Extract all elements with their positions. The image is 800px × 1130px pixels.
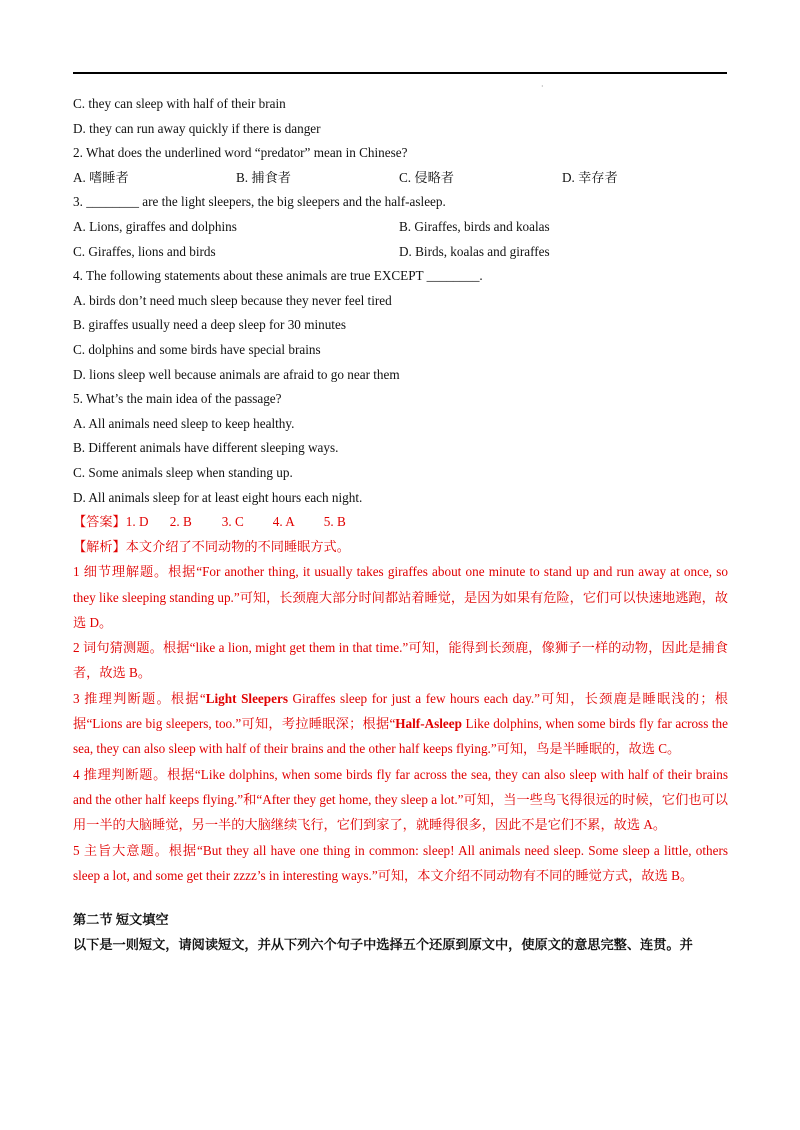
answer-4: 4. A [272,514,295,530]
page-content [73,92,728,957]
q3-option-b: B. Giraffes, birds and koalas [399,218,550,234]
q5-option-a: A. All animals need sleep to keep healthy. [73,415,295,431]
analysis-3-text-b: Giraffes sleep for just a few hours each day.”可知，长颈鹿是睡眠浅的；根据“Lions are big sleepers, too.”可知，考拉睡眠深；根据“ [73,690,728,732]
q3-option-d: D. Birds, koalas and giraffes [399,243,550,259]
question-2: 2. What does the underlined word “predator” mean in Chinese? [73,145,408,161]
analysis-paragraph-2: 2 词句猜测题。根据“like a lion, might get them in that time.”可知，能得到长颈鹿，像狮子一样的动物，因此是捕食者，故选 B。 [73,640,728,681]
analysis-3-text-a: 3 推理判断题。根据“ [73,690,206,706]
q1-option-d: D. they can run away quickly if there is danger [73,120,321,136]
q4-option-c: C. dolphins and some birds have special brains [73,341,321,357]
q3-option-a: A. Lions, giraffes and dolphins [73,218,237,234]
analysis-3-text-c: Like dolphins, when some birds fly far across the sea, they can also sleep with half of their brains and the other half keeps flying.”可知，鸟是半睡眠的，故选 C。 [73,716,728,757]
analysis-3-heading-half-asleep: Half-Asleep [395,716,462,732]
q4-option-d: D. lions sleep well because animals are afraid to go near them [73,366,400,382]
q3-option-c: C. Giraffes, lions and birds [73,243,216,259]
q3-options-row-1 [73,215,728,240]
answer-3: 3. C [221,514,244,530]
analysis-paragraph-4: 4 推理判断题。根据“Like dolphins, when some birds fly far across the sea, they can also sleep with half of their brains and the other half keeps flying.”和“After they get home, they sleep a lot.”可知，当一些鸟飞得很远的时候，它们也可以用一半的大脑睡觉，另一半的大脑继续飞行，它们到家了，就睡得很多，因此不是它们不累，故选 A。 [73,766,728,833]
page-marker: · [541,82,544,91]
analysis-paragraph-3 [73,686,728,762]
q2-option-b: B. 捕食者 [236,169,291,185]
q2-options [73,166,728,191]
section-title: 第二节 短文填空 [73,912,169,928]
answer-1: 1. D [125,514,149,530]
q5-option-d: D. All animals sleep for at least eight hours each night. [73,489,363,505]
answer-key [73,510,728,535]
q2-option-d: D. 幸存者 [562,169,618,185]
q4-option-a: A. birds don’t need much sleep because they never feel tired [73,292,392,308]
question-4: 4. The following statements about these animals are true EXCEPT ________. [73,268,483,284]
q4-option-b: B. giraffes usually need a deep sleep for 30 minutes [73,317,346,333]
analysis-3-heading-light-sleepers: Light Sleepers [205,690,288,706]
q3-options-row-2 [73,240,728,265]
question-3: 3. ________ are the light sleepers, the big sleepers and the half-asleep. [73,194,446,210]
analysis-paragraph-1: 1 细节理解题。根据“For another thing, it usually takes giraffes about one minute to stand up and run away at once, so they like sleeping standing up.”可知，长颈鹿大部分时间都站着睡觉，是因为如果有危险，它们可以快速地逃跑，故选 D。 [73,564,728,630]
section-instruction: 以下是一则短文，请阅读短文，并从下列六个句子中选择五个还原到原文中，使原文的意思完整、连贯。并 [73,936,693,952]
question-5: 5. What’s the main idea of the passage? [73,391,282,407]
answer-label: 【答案】 [73,514,126,530]
q1-option-c: C. they can sleep with half of their brain [73,96,286,111]
answer-5: 5. B [323,514,346,530]
analysis-intro: 【解析】本文介绍了不同动物的不同睡眠方式。 [73,538,350,554]
answer-2: 2. B [169,514,192,530]
q5-option-c: C. Some animals sleep when standing up. [73,464,293,480]
q2-option-c: C. 侵略者 [399,169,454,185]
analysis-paragraph-5: 5 主旨大意题。根据“But they all have one thing in common: sleep! All animals need sleep. Some sleep a little, others sleep a lot, and some get their zzzz’s in interesting ways.”可知，本文介绍不同动物有不同的睡觉方式，故选 B。 [73,842,728,883]
header-rule [73,72,727,74]
q5-option-b: B. Different animals have different sleeping ways. [73,440,339,456]
q2-option-a: A. 嗜睡者 [73,169,129,185]
